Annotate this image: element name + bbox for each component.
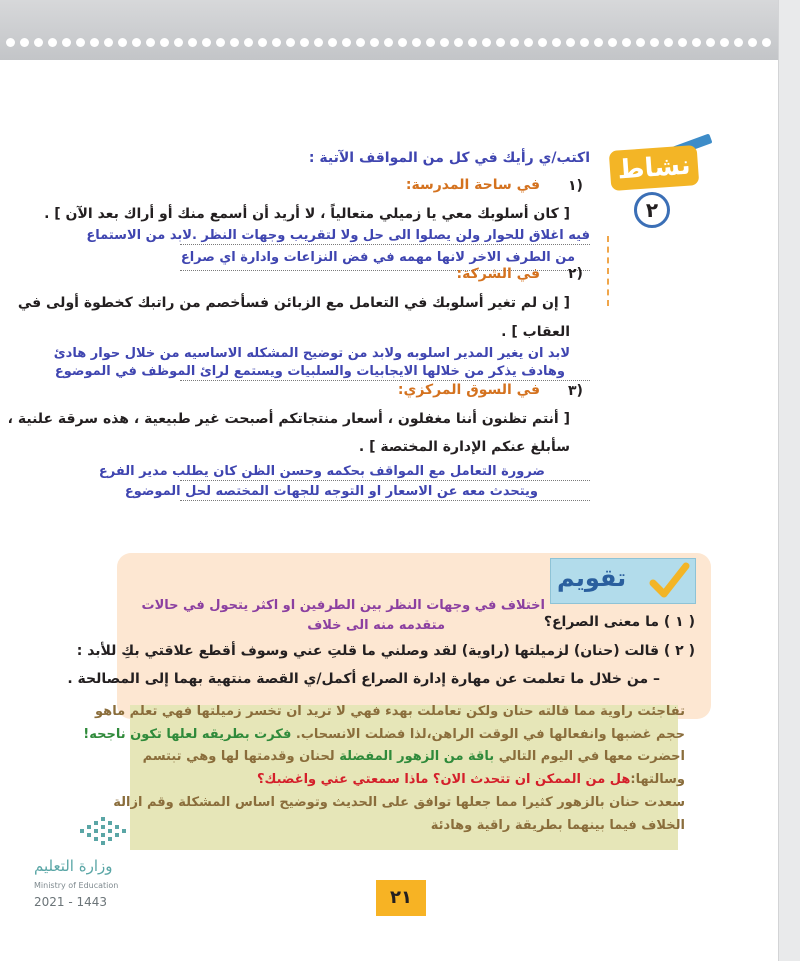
item-place: في السوق المركزي: — [397, 382, 540, 398]
border-dot — [468, 38, 477, 47]
border-dot — [286, 38, 295, 47]
item-number: ١) — [568, 178, 583, 194]
border-dot — [454, 38, 463, 47]
border-dot — [62, 38, 71, 47]
story-text: حجم غضبها وانفعالها في الوقت الراهن،لذا فضلت الانسحاب. — [291, 727, 685, 742]
border-dot — [174, 38, 183, 47]
border-dot — [412, 38, 421, 47]
border-dot — [272, 38, 281, 47]
border-dot — [146, 38, 155, 47]
story-highlight: فكرت بطريقه لعلها تكون ناجحه! — [83, 727, 292, 742]
border-dot — [230, 38, 239, 47]
evaluation-title: تقويم — [557, 564, 627, 592]
activity-number: ٢ — [634, 192, 670, 228]
border-dot — [580, 38, 589, 47]
border-dot — [384, 38, 393, 47]
border-dot — [566, 38, 575, 47]
evaluation-answer: متقدمه منه الى خلاف — [307, 618, 445, 633]
border-dot — [90, 38, 99, 47]
evaluation-instruction: – من خلال ما تعلمت عن مهارة إدارة الصراع أكمل/ي القصة منتهية بهما إلى المصالحة . — [67, 671, 660, 687]
item-answer: وهادف يذكر من خلالها الايجابيات والسلبيات ويستمع لرائ الموظف في الموضوع — [54, 364, 565, 379]
item-place: في الشركة: — [456, 266, 540, 282]
border-dot — [76, 38, 85, 47]
border-dot — [258, 38, 267, 47]
item-answer: ويتحدث معه عن الاسعار او التوجه للجهات المختصه لحل الموضوع — [124, 484, 538, 499]
border-dot — [342, 38, 351, 47]
border-dot — [314, 38, 323, 47]
border-dot — [398, 38, 407, 47]
border-dot — [748, 38, 757, 47]
evaluation-header — [550, 558, 696, 604]
border-dot — [328, 38, 337, 47]
item-number: ٣) — [568, 383, 583, 399]
border-dot — [664, 38, 673, 47]
badge-divider — [607, 236, 611, 306]
border-dot — [552, 38, 561, 47]
story-highlight: باقة من الزهور المفضلة — [339, 749, 495, 764]
story-line: سعدت حنان بالزهور كثيرا مما جعلها توافق على الحديث وتوضيح اساس المشكلة وقم ازالة — [113, 795, 685, 810]
story-text: وسالتها: — [630, 772, 685, 787]
item-quote: سأبلغ عنكم الإدارة المختصة ] . — [358, 439, 570, 455]
activity-prompt: اكتب/ي رأيك في كل من المواقف الآتية : — [308, 150, 590, 166]
border-dot — [118, 38, 127, 47]
border-dot — [678, 38, 687, 47]
border-dot — [482, 38, 491, 47]
border-dot — [188, 38, 197, 47]
item-number: ٢) — [568, 266, 583, 282]
border-dot — [524, 38, 533, 47]
border-dot — [132, 38, 141, 47]
item-answer: لابد ان يغير المدير اسلوبه ولابد من توضيح المشكله الاساسيه من خلال حوار هادئ — [53, 346, 570, 361]
border-dot — [48, 38, 57, 47]
border-dot — [104, 38, 113, 47]
edition-year: 2021 - 1443 — [34, 895, 108, 909]
dotted-line — [180, 500, 590, 501]
border-dot — [636, 38, 645, 47]
activity-badge-label: نشاط — [609, 145, 700, 191]
ministry-name-ar: وزارة التعليم — [34, 857, 113, 875]
story-line: الخلاف فيما بينهما بطريقة راقية وهادئة — [430, 818, 685, 833]
story-text: لحنان وقدمتها لها وهي تبتسم — [142, 749, 340, 764]
item-answer: فيه اغلاق للحوار ولن يصلوا الى حل ولا لتقريب وجهات النظر .لابد من الاستماع — [86, 228, 590, 243]
ministry-logo — [30, 815, 140, 909]
item-quote: [ أنتم تظنون أننا مغفلون ، أسعار منتجاتكم أصبحت غير طبيعية ، هذه سرقة علنية ، — [7, 411, 570, 427]
border-dot — [496, 38, 505, 47]
border-dot — [650, 38, 659, 47]
dotted-line — [180, 480, 590, 481]
page-edge — [778, 0, 800, 961]
item-quote: [ إن لم تغير أسلوبك في التعامل مع الزبائن فسأخصم من راتبك كخطوة أولى في — [17, 295, 570, 311]
border-dot — [202, 38, 211, 47]
story-line: تفاجئت راوية مما قالته حنان ولكن تعاملت بهدء فهي لا تريد ان تخسر زميلتها فهي تعلم ماهو — [95, 704, 685, 719]
page-number: ٢١ — [376, 880, 426, 916]
border-dot — [706, 38, 715, 47]
dot-border — [0, 38, 780, 52]
story-line — [83, 727, 685, 742]
border-dot — [370, 38, 379, 47]
evaluation-answer: اختلاف في وجهات النظر بين الطرفين او اكثر يتحول في حالات — [141, 598, 545, 613]
activity-badge — [600, 140, 710, 230]
item-quote: [ كان أسلوبك معي يا زميلي متعالياً ، لا أريد أن أسمع منك أو أراك بعد الآن ] . — [44, 206, 570, 222]
item-place: في ساحة المدرسة: — [405, 177, 540, 193]
evaluation-question: ( ١ ) ما معنى الصراع؟ — [543, 614, 695, 630]
dotted-line — [180, 380, 590, 381]
border-dot — [356, 38, 365, 47]
dotted-line — [180, 244, 590, 245]
story-text: احضرت معها في اليوم التالي — [494, 749, 685, 764]
border-dot — [720, 38, 729, 47]
border-dot — [426, 38, 435, 47]
border-dot — [6, 38, 15, 47]
ministry-name-en: Ministry of Education — [34, 881, 119, 890]
border-dot — [34, 38, 43, 47]
border-dot — [440, 38, 449, 47]
story-line — [257, 772, 685, 787]
item-answer: ضرورة التعامل مع المواقف بحكمه وحسن الظن كان يطلب مدير الفرع — [98, 464, 545, 479]
border-dot — [538, 38, 547, 47]
border-dot — [510, 38, 519, 47]
ministry-emblem-icon — [78, 815, 134, 853]
story-line — [143, 749, 685, 764]
evaluation-question: ( ٢ ) قالت (حنان) لزميلتها (راوية) لقد وصلني ما قلتِ عني وسوف أقطع علاقتي بكِ للأبد : — [76, 643, 695, 659]
border-dot — [244, 38, 253, 47]
border-dot — [594, 38, 603, 47]
border-dot — [692, 38, 701, 47]
border-dot — [622, 38, 631, 47]
item-answer: من الطرف الاخر لانها مهمه في فض النزاعات وادارة اي صراع — [180, 250, 575, 265]
border-dot — [608, 38, 617, 47]
border-dot — [734, 38, 743, 47]
border-dot — [160, 38, 169, 47]
border-dot — [762, 38, 771, 47]
story-question: هل من الممكن ان تتحدث الان؟ ماذا سمعتي عني واغضبك؟ — [256, 772, 631, 787]
border-dot — [216, 38, 225, 47]
item-quote: العقاب ] . — [501, 324, 570, 340]
checkmark-icon — [647, 559, 691, 603]
border-dot — [20, 38, 29, 47]
border-dot — [300, 38, 309, 47]
